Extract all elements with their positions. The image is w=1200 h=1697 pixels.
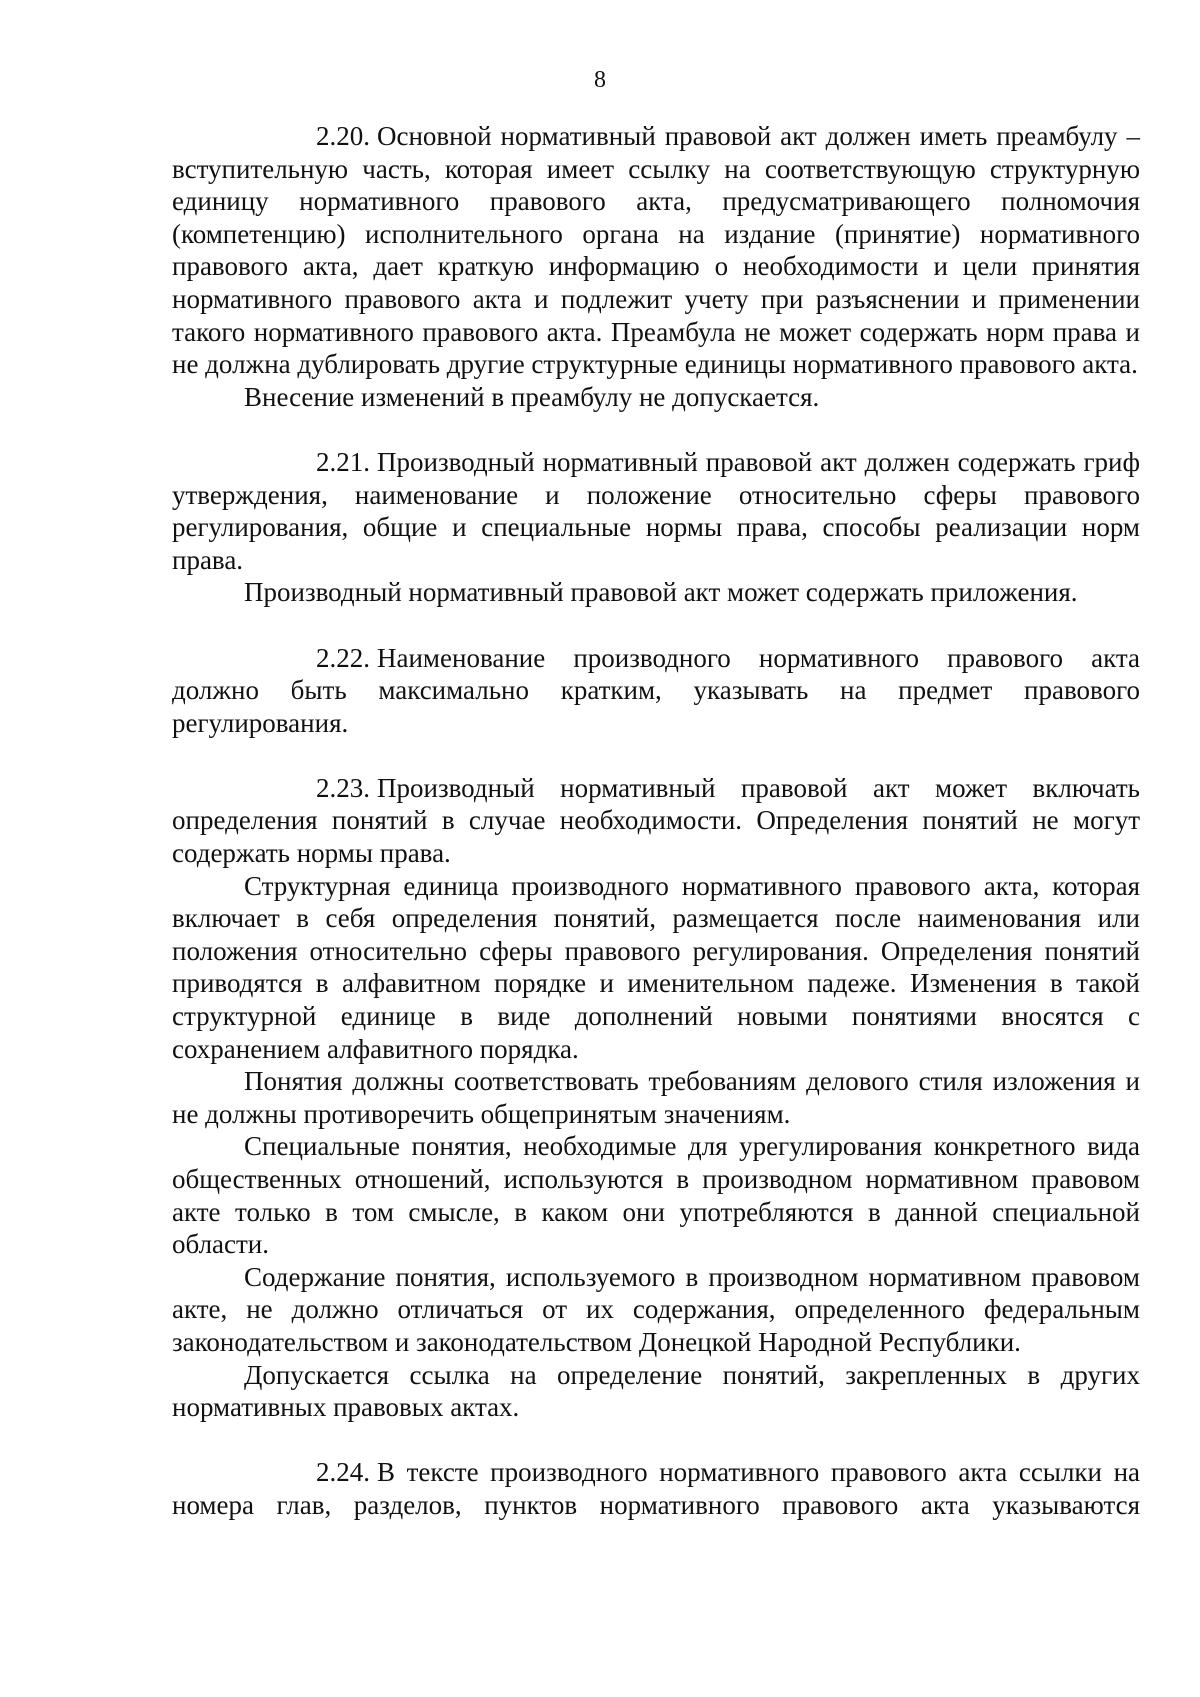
paragraph-text: Основной нормативный правовой акт должен иметь преамбулу – вступительную часть, которая имеет ссылку на соответствующую структурную единицу нормативного правового акта, предусматривающего полномочия (компетенцию) исполнительного органа на издание (принятие) нормативного правового акта, дает краткую информацию о необходимости и цели принятия нормативного правового акта и подлежит учету при разъяснении и применении такого нормативного правового акта. Преамбула не может содержать норм права и не должна дублировать другие структурные единицы нормативного правового акта. (172, 121, 1140, 380)
paragraph-text: Наименование производного нормативного правового акта должно быть максимально кратким, указывать на предмет правового регулирования. (172, 642, 1140, 738)
paragraph-2-24 (172, 1456, 1140, 1521)
section-number: 2.24. (316, 1457, 370, 1488)
paragraph: Производный нормативный правовой акт может содержать приложения. (244, 577, 1078, 608)
paragraph-2-22 (172, 642, 1140, 740)
document-text (172, 120, 1140, 1522)
paragraph: Внесение изменений в преамбулу не допускается. (244, 381, 820, 412)
paragraph: Понятия должны соответствовать требованиям делового стиля изложения и не должны противоречить общепринятым значениям. (172, 1066, 1140, 1129)
section-number: 2.21. (316, 446, 370, 477)
paragraph: Содержание понятия, используемого в производном нормативном правовом акте, не должно отличаться от их содержания, определенного федеральным законодательством и законодательством Донецкой Народной Республики. (172, 1261, 1140, 1357)
paragraph-2-20 (172, 120, 1140, 381)
paragraph-2-23 (172, 772, 1140, 870)
paragraph-text: Производный нормативный правовой акт должен содержать гриф утверждения, наименование и положение относительно сферы правового регулирования, общие и специальные нормы права, способы реализации норм права. (172, 446, 1140, 575)
paragraph: Специальные понятия, необходимые для урегулирования конкретного вида общественных отношений, используются в производном нормативном правовом акте только в том смысле, в каком они употребляются в данной специальной области. (172, 1131, 1140, 1260)
section-number: 2.22. (316, 642, 370, 673)
section-number: 2.20. (316, 121, 370, 151)
section-number: 2.23. (316, 772, 370, 803)
page-number: 8 (594, 67, 606, 93)
paragraph-text: Производный нормативный правовой акт может включать определения понятий в случае необходимости. Определения понятий не могут содержать нормы права. (172, 772, 1140, 869)
paragraph-2-21 (172, 446, 1140, 576)
paragraph-text: В тексте производного нормативного правового акта ссылки на номера глав, разделов, пунктов нормативного правового акта указываются (172, 1457, 1140, 1520)
paragraph: Допускается ссылка на определение понятий, закрепленных в других нормативных правовых актах. (172, 1359, 1140, 1423)
paragraph: Структурная единица производного нормативного правового акта, которая включает в себя определения понятий, размещается после наименования или положения относительно сферы правового регулирования. Определения понятий приводятся в алфавитном порядке и именительном падеже. Изменения в такой структурной единице в виде дополнений новыми понятиями вносятся с сохранением алфавитного порядка. (172, 870, 1140, 1064)
